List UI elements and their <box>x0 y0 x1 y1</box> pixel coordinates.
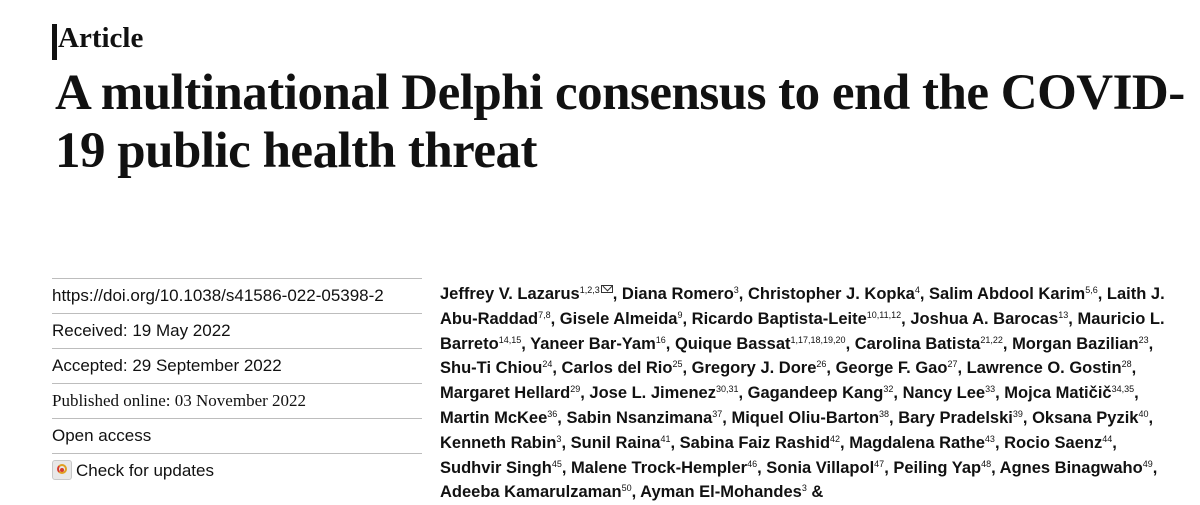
article-title: A multinational Delphi consensus to end the COVID-19 public health threat <box>55 65 1185 179</box>
author-affiliations: 41 <box>660 433 671 444</box>
author-affiliations: 21,22 <box>980 334 1003 345</box>
author-affiliations: 1,17,18,19,20 <box>790 334 846 345</box>
author-affiliations: 30,31 <box>715 384 739 395</box>
author-name[interactable]: Quique Bassat$^{1,17,18,19,20}$ <box>674 334 846 353</box>
author-affiliations: 10,11,12 <box>866 309 902 320</box>
corner-mark <box>52 24 57 60</box>
author-affiliations: 1,2,3 <box>579 285 600 295</box>
author-affiliations: 4 <box>914 285 920 295</box>
author-name[interactable]: Ricardo Baptista-Leite$^{10,11,12}$ <box>691 309 902 328</box>
author-affiliations: 3 <box>556 433 562 444</box>
accepted-date: Accepted: 29 September 2022 <box>52 348 422 383</box>
author-name[interactable]: George F. Gao$^{27}$ <box>835 359 958 378</box>
author-affiliations: 24 <box>542 359 553 370</box>
author-name[interactable]: Joshua A. Barocas$^{13}$ <box>910 309 1069 328</box>
author-affiliations: 33 <box>985 384 996 395</box>
envelope-icon[interactable] <box>601 285 613 293</box>
author-affiliations: 3 <box>733 285 739 295</box>
author-name[interactable]: Adeeba Kamarulzaman$^{50}$ <box>440 483 632 502</box>
author-affiliations: 32 <box>883 384 894 395</box>
author-affiliations: 42 <box>830 433 841 444</box>
author-affiliations: 9 <box>677 309 683 320</box>
author-name[interactable]: Bary Pradelski$^{39}$ <box>898 408 1023 427</box>
author-name[interactable]: Gisele Almeida$^9$ <box>559 309 683 328</box>
author-affiliations: 28 <box>1121 359 1132 370</box>
author-name[interactable]: Sudhvir Singh$^{45}$ <box>440 458 562 477</box>
author-affiliations: 25 <box>672 359 683 370</box>
author-affiliations: 16 <box>655 334 666 345</box>
author-affiliations: 27 <box>947 359 958 370</box>
doi-link[interactable]: https://doi.org/10.1038/s41586-022-05398-2 <box>52 286 384 305</box>
author-affiliations: 14,15 <box>498 334 522 345</box>
author-affiliations: 48 <box>981 458 992 469</box>
author-affiliations: 46 <box>747 458 758 469</box>
author-affiliations: 7,8 <box>538 309 551 320</box>
author-name[interactable]: Christopher J. Kopka$^4$ <box>747 285 920 303</box>
check-for-updates-button[interactable] <box>52 453 422 488</box>
received-date: Received: 19 May 2022 <box>52 313 422 348</box>
check-for-updates-label: Check for updates <box>76 461 214 480</box>
author-affiliations: 40 <box>1138 408 1149 419</box>
author-affiliations: 49 <box>1142 458 1153 469</box>
author-affiliations: 45 <box>551 458 562 469</box>
author-affiliations: 47 <box>874 458 885 469</box>
author-name[interactable]: Diana Romero$^3$ <box>621 285 739 303</box>
author-name[interactable]: Carlos del Rio$^{25}$ <box>561 359 683 378</box>
article-type-label: Article <box>58 22 144 54</box>
author-name[interactable]: Carolina Batista$^{21,22}$ <box>854 334 1003 353</box>
article-metadata <box>52 278 422 488</box>
crossmark-icon <box>52 460 72 480</box>
author-name[interactable]: Salim Abdool Karim$^{5,6}$ <box>929 285 1098 303</box>
author-affiliations: 36 <box>547 408 558 419</box>
author-affiliations: 43 <box>984 433 995 444</box>
author-name[interactable]: Peiling Yap$^{48}$ <box>893 458 992 477</box>
author-name[interactable]: Malene Trock-Hempler$^{46}$ <box>571 458 758 477</box>
author-name[interactable]: Sabina Faiz Rashid$^{42}$ <box>679 433 841 452</box>
author-affiliations: 26 <box>816 359 827 370</box>
author-name[interactable]: Agnes Binagwaho$^{49}$ <box>999 458 1153 477</box>
author-name[interactable]: Mojca Matičič$^{34,35}$ <box>1004 384 1135 403</box>
author-name[interactable]: Oksana Pyzik$^{40}$ <box>1032 408 1149 427</box>
author-name[interactable]: Sonia Villapol$^{47}$ <box>766 458 885 477</box>
author-name[interactable]: Martin McKee$^{36}$ <box>440 408 558 427</box>
author-affiliations: 37 <box>712 408 723 419</box>
author-list: Jeffrey V. Lazarus$^{1,2,3}$ , Diana Romero$^3$, Christopher J. Kopka$^4$, Salim Abdool Karim$^{5,6}$, Laith J. Abu-Raddad$^{7,8}$, Gisele Almeida$^9$, Ricardo Baptista-Leite$^{10,11,12}$, Joshua A. Barocas$^{13}$, Mauricio L. Barreto$^{14,15}$, Yaneer Bar-Yam$^{16}$, Quique Bassat$^{1,17,18,19,20}$, Carolina Batista$^{21,22}$, Morgan Bazilian$^{23}$, Shu-Ti Chiou$^{24}$, Carlos del Rio$^{25}$, Gregory J. Dore$^{26}$, George F. Gao$^{27}$, Lawrence O. Gostin$^{28}$, Margaret Hellard$^{29}$, Jose L. Jimenez$^{30,31}$, Gagandeep Kang$^{32}$, Nancy Lee$^{33}$, Mojca Matičič$^{34,35}$, Martin McKee$^{36}$, Sabin Nsanzimana$^{37}$, Miquel Oliu-Barton$^{38}$, Bary Pradelski$^{39}$, Oksana Pyzik$^{40}$, Kenneth Rabin$^3$, Sunil Raina$^{41}$, Sabina Faiz Rashid$^{42}$, Magdalena Rathe$^{43}$, Rocio Saenz$^{44}$, Sudhvir Singh$^{45}$, Malene Trock-Hempler$^{46}$, Sonia Villapol$^{47}$, Peiling Yap$^{48}$, Agnes Binagwaho$^{49}$, Adeeba Kamarulzaman$^{50}$, Ayman El-Mohandes$^3$ & <box>440 285 1165 502</box>
author-affiliations: 3 <box>801 483 807 494</box>
author-name[interactable]: Kenneth Rabin$^3$ <box>440 433 562 452</box>
author-name[interactable]: Gagandeep Kang$^{32}$ <box>747 384 894 403</box>
author-name[interactable]: Morgan Bazilian$^{23}$ <box>1012 334 1149 353</box>
published-date: Published online: 03 November 2022 <box>52 383 422 418</box>
author-name[interactable]: Jeffrey V. Lazarus$^{1,2,3}$ <box>440 285 613 303</box>
author-name[interactable]: Sabin Nsanzimana$^{37}$ <box>566 408 723 427</box>
author-affiliations: 23 <box>1138 334 1149 345</box>
author-name[interactable]: Ayman El-Mohandes$^3$ <box>640 483 807 502</box>
author-name[interactable]: Shu-Ti Chiou$^{24}$ <box>440 359 553 378</box>
author-affiliations: 39 <box>1012 408 1023 419</box>
author-affiliations: 29 <box>570 384 581 395</box>
author-name[interactable]: Jose L. Jimenez$^{30,31}$ <box>589 384 739 403</box>
author-name[interactable]: Nancy Lee$^{33}$ <box>902 384 996 403</box>
author-name[interactable]: Margaret Hellard$^{29}$ <box>440 384 581 403</box>
author-name[interactable]: Mauricio L. Barreto$^{14,15}$ <box>440 309 1165 353</box>
author-name[interactable]: Yaneer Bar-Yam$^{16}$ <box>530 334 666 353</box>
author-name[interactable]: Lawrence O. Gostin$^{28}$ <box>966 359 1132 378</box>
author-affiliations: 34,35 <box>1111 384 1135 395</box>
author-affiliations: 13 <box>1058 309 1069 320</box>
open-access-label: Open access <box>52 418 422 453</box>
author-name[interactable]: Gregory J. Dore$^{26}$ <box>691 359 827 378</box>
author-affiliations: 50 <box>621 483 632 494</box>
author-name[interactable]: Magdalena Rathe$^{43}$ <box>849 433 995 452</box>
author-affiliations: 44 <box>1102 433 1113 444</box>
author-name[interactable]: Sunil Raina$^{41}$ <box>570 433 671 452</box>
author-name[interactable]: Miquel Oliu-Barton$^{38}$ <box>731 408 890 427</box>
author-name[interactable]: Laith J. Abu-Raddad$^{7,8}$ <box>440 285 1165 328</box>
author-affiliations: 38 <box>879 408 890 419</box>
author-affiliations: 5,6 <box>1085 285 1098 295</box>
author-name[interactable]: Rocio Saenz$^{44}$ <box>1004 433 1113 452</box>
